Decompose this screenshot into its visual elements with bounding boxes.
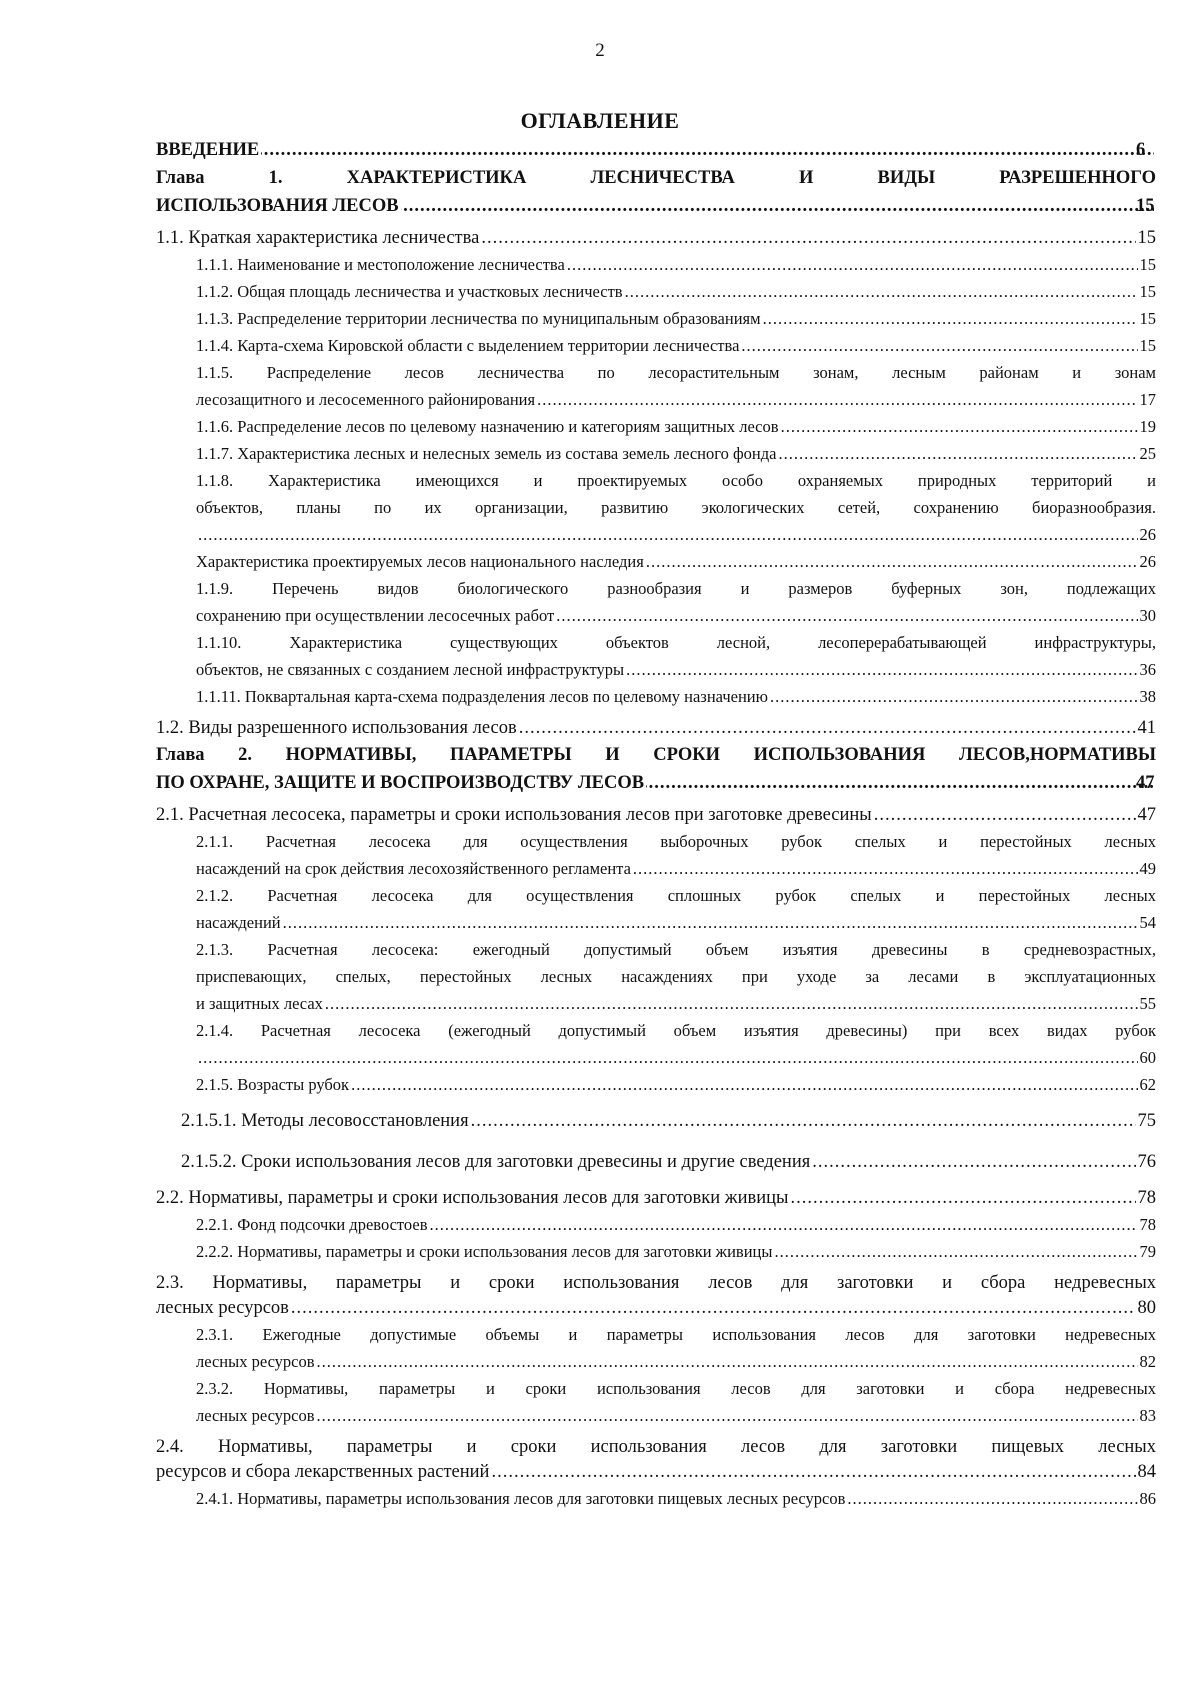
toc-page-number: 83: [1139, 1406, 1156, 1425]
toc-entry-title: насаждений: [196, 913, 281, 932]
toc-page-number: 41: [1137, 718, 1156, 738]
toc-page-number: 17: [1139, 390, 1156, 409]
toc-entry-text: 1.1.5. Распределение лесов лесничества по лесорастительным зонам, лесным районам и зонам: [196, 363, 1156, 382]
toc-entry-title: Характеристика проектируемых лесов национального наследия: [196, 552, 644, 571]
dot-leader: [481, 226, 1135, 251]
toc-entry-text: 2.1.4. Расчетная лесосека (ежегодный допустимый объем изъятия древесины) при всех видах рубок: [196, 1021, 1156, 1040]
dot-leader: [351, 1071, 1137, 1098]
toc-entry[interactable]: [156, 936, 1156, 1017]
toc-entry-title: 1.1.3. Распределение территории лесничества по муниципальным образованиям: [196, 309, 761, 328]
dot-leader: [874, 803, 1136, 828]
toc-entry[interactable]: [156, 251, 1156, 278]
toc-page-number: 54: [1139, 913, 1156, 932]
dot-leader: [491, 1460, 1135, 1485]
dot-leader: [198, 521, 1138, 548]
dot-leader: [763, 305, 1138, 332]
toc-entry-text: приспевающих, спелых, перестойных лесных насаждениях при уходе за лесами в эксплуатационных: [196, 967, 1156, 986]
toc-entry[interactable]: [156, 716, 1156, 741]
toc-entry[interactable]: [156, 226, 1156, 251]
table-of-contents: [156, 136, 1156, 1512]
toc-page-number: 55: [1139, 994, 1156, 1013]
toc-entry[interactable]: [156, 440, 1156, 467]
toc-entry[interactable]: [156, 332, 1156, 359]
toc-entry[interactable]: Глава 1. ХАРАКТЕРИСТИКА ЛЕСНИЧЕСТВА И ВИДЫ РАЗРЕШЕННОГО ИСПОЛЬЗОВАНИЯ ЛЕСОВ ..... 15: [156, 164, 1156, 220]
toc-entry[interactable]: [156, 575, 1156, 629]
toc-entry-title: ВВЕДЕНИЕ: [156, 140, 260, 160]
toc-entry[interactable]: [156, 1321, 1156, 1375]
toc-entry-title: 2.4.1. Нормативы, параметры использования лесов для заготовки пищевых лесных ресурсов: [196, 1489, 846, 1508]
toc-entry[interactable]: [156, 1375, 1156, 1429]
toc-entry[interactable]: [156, 1104, 1156, 1139]
toc-entry[interactable]: ВВЕДЕНИЕ ..... 6: [156, 136, 1156, 164]
dot-leader: [774, 1238, 1137, 1265]
toc-entry-title: 1.1.4. Карта-схема Кировской области с выделением территории лесничества: [196, 336, 740, 355]
dot-leader: [537, 386, 1137, 413]
toc-entry-title: сохранению при осуществлении лесосечных работ: [196, 606, 555, 625]
toc-entry-title: 1.1.1. Наименование и местоположение лесничества: [196, 255, 565, 274]
dot-leader: [790, 1186, 1135, 1211]
toc-entry-title: 1.1. Краткая характеристика лесничества: [156, 228, 480, 248]
dot-leader: [781, 413, 1138, 440]
toc-entry-text: 2.4. Нормативы, параметры и сроки использования лесов для заготовки пищевых лесных: [156, 1437, 1156, 1457]
toc-entry-title: 2.1. Расчетная лесосека, параметры и сроки использования лесов при заготовке древесины: [156, 805, 872, 825]
toc-page-number: 86: [1139, 1489, 1156, 1508]
toc-page-number: 15: [1139, 255, 1156, 274]
toc-entry-text: 2.1.2. Расчетная лесосека для осуществления сплошных рубок спелых и перестойных лесных: [196, 886, 1156, 905]
toc-page-number: 26: [1139, 552, 1156, 571]
dot-leader: [625, 278, 1138, 305]
dot-leader: [325, 990, 1138, 1017]
toc-entry[interactable]: [156, 1435, 1156, 1485]
toc-page-number: 30: [1139, 606, 1156, 625]
toc-entry-text: 1.1.9. Перечень видов биологического разнообразия и размеров буферных зон, подлежащих: [196, 579, 1156, 598]
toc-entry[interactable]: [156, 828, 1156, 882]
toc-page-number: 78: [1139, 1215, 1156, 1234]
toc-entry-title: 1.1.11. Поквартальная карта-схема подразделения лесов по целевому назначению: [196, 687, 768, 706]
toc-entry-title: лесозащитного и лесосеменного районирования: [196, 390, 536, 409]
toc-entry[interactable]: [156, 1211, 1156, 1238]
toc-entry-title: ПО ОХРАНЕ, ЗАЩИТЕ И ВОСПРОИЗВОДСТВУ ЛЕСОВ: [156, 773, 645, 793]
toc-entry[interactable]: [156, 359, 1156, 413]
toc-page-number: 26: [1139, 525, 1156, 544]
toc-entry[interactable]: [156, 629, 1156, 683]
dot-leader: [778, 440, 1137, 467]
toc-page-number: 15: [1139, 309, 1156, 328]
toc-entry[interactable]: [156, 882, 1156, 936]
toc-entry[interactable]: [156, 683, 1156, 710]
toc-entry-text: 2.1.3. Расчетная лесосека: ежегодный допустимый объем изъятия древесины в средневозрастных,: [196, 940, 1156, 959]
toc-entry[interactable]: [156, 1145, 1156, 1180]
toc-entry-text: объектов, планы по их организации, развитию экологических сетей, сохранению биоразнообразия.: [196, 498, 1156, 517]
dot-leader: [430, 1211, 1138, 1238]
toc-entry-title: ИСПОЛЬЗОВАНИЯ ЛЕСОВ: [156, 196, 399, 216]
toc-entry-title: ресурсов и сбора лекарственных растений: [156, 1462, 490, 1482]
toc-entry[interactable]: [156, 1271, 1156, 1321]
dot-leader: [812, 1145, 1135, 1180]
toc-page-number: 15: [1139, 336, 1156, 355]
toc-entry[interactable]: [156, 305, 1156, 332]
toc-entry[interactable]: [156, 803, 1156, 828]
toc-entry[interactable]: [156, 1186, 1156, 1211]
toc-page-number: 82: [1139, 1352, 1156, 1371]
toc-entry-title: 2.1.5.2. Сроки использования лесов для заготовки древесины и другие сведения: [181, 1152, 811, 1172]
toc-entry[interactable]: [156, 1238, 1156, 1265]
toc-entry-text: 2.3.1. Ежегодные допустимые объемы и параметры использования лесов для заготовки недревесных: [196, 1325, 1156, 1344]
page-number: 2: [595, 40, 605, 61]
toc-entry-title: насаждений на срок действия лесохозяйственного регламента: [196, 859, 631, 878]
toc-entry-title: объектов, не связанных с созданием лесной инфраструктуры: [196, 660, 625, 679]
dot-leader: [770, 683, 1138, 710]
toc-entry-title: лесных ресурсов: [156, 1298, 289, 1318]
toc-page-number: 60: [1139, 1048, 1156, 1067]
toc-page-number: 49: [1139, 859, 1156, 878]
toc-entry[interactable]: [156, 1071, 1156, 1098]
dot-leader: [283, 909, 1138, 936]
toc-page-number: 62: [1139, 1075, 1156, 1094]
toc-entry-text: Глава 1. ХАРАКТЕРИСТИКА ЛЕСНИЧЕСТВА И ВИДЫ РАЗРЕШЕННОГО: [156, 168, 1156, 188]
page-title: ОГЛАВЛЕНИЕ: [520, 108, 680, 133]
toc-entry[interactable]: Глава 2. НОРМАТИВЫ, ПАРАМЕТРЫ И СРОКИ ИСПОЛЬЗОВАНИЯ ЛЕСОВ,НОРМАТИВЫ ПО ОХРАНЕ, ЗАЩИТЕ И ВОСПРОИЗВОДСТВУ ЛЕСОВ ..... 47: [156, 741, 1156, 797]
toc-page-number: 19: [1139, 417, 1156, 436]
toc-page-number: 75: [1137, 1111, 1156, 1131]
toc-page-number: 15: [1139, 282, 1156, 301]
toc-entry[interactable]: [156, 1485, 1156, 1512]
toc-entry[interactable]: [156, 1017, 1156, 1071]
toc-entry-title: 2.2.1. Фонд подсочки древостоев: [196, 1215, 428, 1234]
toc-page-number: 36: [1139, 660, 1156, 679]
toc-entry-text: 2.1.1. Расчетная лесосека для осуществления выборочных рубок спелых и перестойных лесных: [196, 832, 1156, 851]
dot-leader: [317, 1348, 1138, 1375]
toc-entry-title: 2.2. Нормативы, параметры и сроки использования лесов для заготовки живицы: [156, 1188, 789, 1208]
dot-leader: [261, 136, 1154, 164]
dot-leader: [519, 716, 1136, 741]
toc-entry[interactable]: [156, 548, 1156, 575]
toc-page-number: 78: [1137, 1188, 1156, 1208]
dot-leader: [291, 1296, 1136, 1321]
toc-entry[interactable]: [156, 278, 1156, 305]
toc-entry-title: 2.1.5.1. Методы лесовосстановления: [181, 1111, 469, 1131]
toc-entry-title: 1.1.6. Распределение лесов по целевому назначению и категориям защитных лесов: [196, 417, 779, 436]
dot-leader: [646, 769, 1154, 797]
dot-leader: [633, 855, 1138, 882]
toc-entry-text: 1.1.10. Характеристика существующих объектов лесной, лесоперерабатывающей инфраструктуры,: [196, 633, 1156, 652]
toc-entry-text: 2.3. Нормативы, параметры и сроки использования лесов для заготовки и сбора недревесных: [156, 1273, 1156, 1293]
toc-entry-title: 2.2.2. Нормативы, параметры и сроки использования лесов для заготовки живицы: [196, 1242, 773, 1261]
toc-entry-title: лесных ресурсов: [196, 1352, 315, 1371]
toc-entry-text: Глава 2. НОРМАТИВЫ, ПАРАМЕТРЫ И СРОКИ ИСПОЛЬЗОВАНИЯ ЛЕСОВ,НОРМАТИВЫ: [156, 745, 1156, 765]
dot-leader: [556, 602, 1137, 629]
toc-page-number: 84: [1137, 1462, 1156, 1482]
toc-entry[interactable]: [156, 413, 1156, 440]
dot-leader: [646, 548, 1138, 575]
toc-page-number: 47: [1137, 805, 1156, 825]
toc-entry-title: лесных ресурсов: [196, 1406, 315, 1425]
toc-entry[interactable]: [156, 467, 1156, 548]
toc-page-number: 38: [1139, 687, 1156, 706]
toc-page-number: 79: [1139, 1242, 1156, 1261]
toc-page-number: 15: [1137, 228, 1156, 248]
toc-entry-title: 1.2. Виды разрешенного использования лесов: [156, 718, 517, 738]
toc-page-number: 80: [1137, 1298, 1156, 1318]
dot-leader: [198, 1044, 1138, 1071]
dot-leader: [626, 656, 1137, 683]
toc-entry-text: 1.1.8. Характеристика имеющихся и проектируемых особо охраняемых природных территорий и: [196, 471, 1156, 490]
dot-leader: [401, 192, 1154, 220]
dot-leader: [847, 1485, 1137, 1512]
toc-page-number: 76: [1137, 1152, 1156, 1172]
toc-entry-title: и защитных лесах: [196, 994, 323, 1013]
toc-entry-title: 2.1.5. Возрасты рубок: [196, 1075, 350, 1094]
dot-leader: [471, 1104, 1136, 1139]
toc-page-number: 25: [1139, 444, 1156, 463]
toc-entry-title: 1.1.2. Общая площадь лесничества и участковых лесничеств: [196, 282, 623, 301]
dot-leader: [317, 1402, 1138, 1429]
dot-leader: [567, 251, 1138, 278]
dot-leader: [741, 332, 1137, 359]
toc-entry-title: 1.1.7. Характеристика лесных и нелесных земель из состава земель лесного фонда: [196, 444, 777, 463]
toc-entry-text: 2.3.2. Нормативы, параметры и сроки использования лесов для заготовки и сбора недревесных: [196, 1379, 1156, 1398]
